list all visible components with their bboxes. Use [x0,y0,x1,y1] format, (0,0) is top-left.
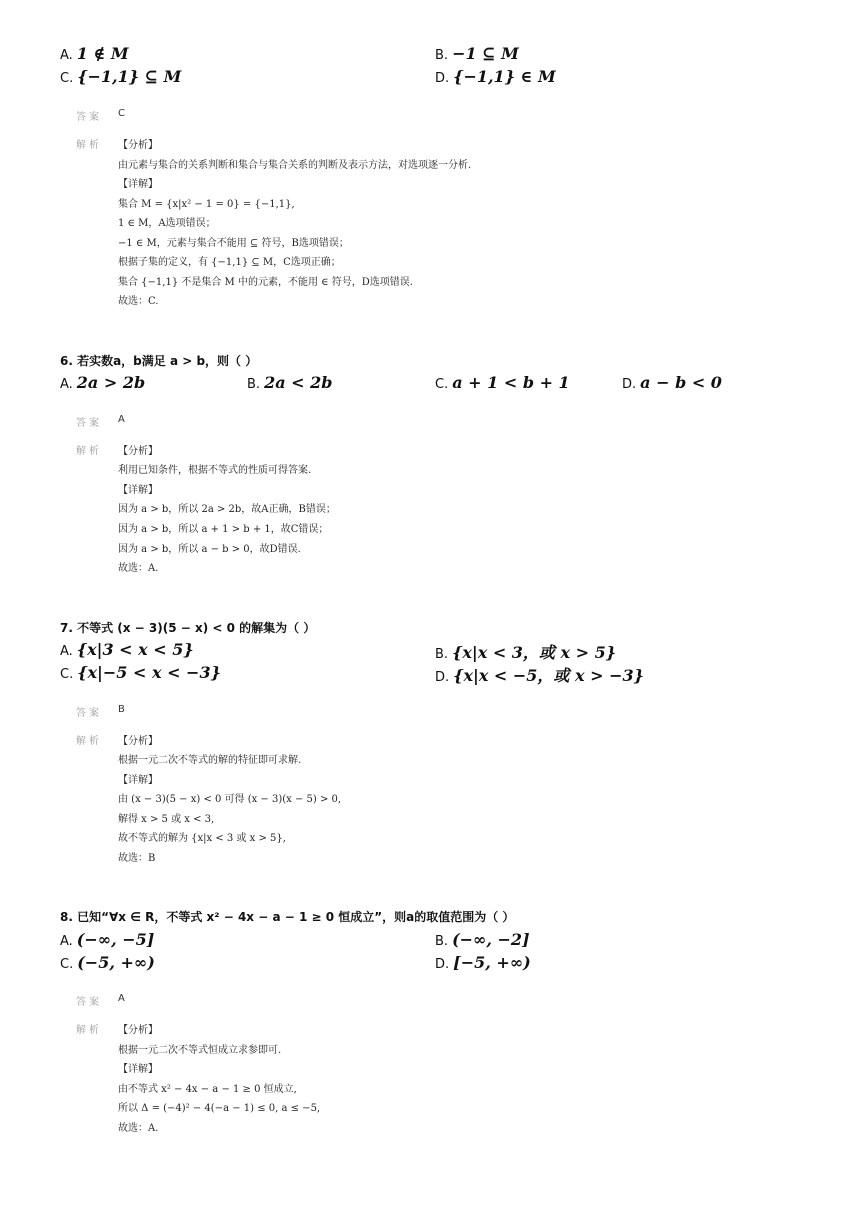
q5-option-c [60,67,181,86]
option-text: a − b < 0 [640,373,722,392]
analysis-line: 由元素与集合的关系判断和集合与集合关系的判断及表示方法，对选项逐一分析. [118,160,472,171]
analysis-line: 故选：C. [118,296,159,307]
option-letter: C. [60,957,74,972]
analysis-line: 故选：B [118,853,156,864]
option-text: 2a < 2b [264,373,333,392]
answer-tag: 答案 [76,997,102,1008]
analysis-line: 因为 a > b，所以 a − b > 0，故D错误. [118,544,301,555]
option-text: {−1,1} ⊆ M [77,67,182,86]
option-text: a + 1 < b + 1 [452,373,570,392]
q5-option-b [435,44,519,63]
option-letter: D. [622,377,637,392]
option-text: {x|x < 3，或 x > 5} [452,643,617,662]
option-letter: A. [60,48,73,63]
analysis-line: 【详解】 [118,179,158,190]
analysis-line: 因为 a > b，所以 2a > 2b，故A正确，B错误； [118,504,336,515]
option-letter: A. [60,377,73,392]
option-letter: C. [60,667,74,682]
analysis-tag: 解析 [76,140,102,151]
q8-option-b [435,930,530,949]
option-text: (−∞, −5] [76,930,155,949]
analysis-line: 集合 M = {x|x² − 1 = 0} = {−1,1}, [118,199,295,210]
q7-option-b [435,640,616,663]
analysis-line: 【分析】 [118,140,158,151]
q6-stem: 6. 若实数a，b满足 a > b，则（ ） [60,354,258,368]
analysis-tag: 解析 [76,736,102,747]
analysis-line: 【分析】 [118,1025,158,1036]
option-letter: B. [435,48,449,63]
option-text: (−5, +∞) [77,953,155,972]
option-letter: B. [435,647,449,662]
option-text: −1 ⊆ M [452,44,519,63]
analysis-line: 因为 a > b，所以 a + 1 > b + 1，故C错误； [118,524,329,535]
answer-tag: 答案 [76,708,102,719]
answer-value: A [118,414,125,425]
option-letter: B. [247,377,261,392]
q8-option-c [60,953,155,972]
analysis-line: 1 ∈ M，A选项错误； [118,218,216,229]
q8-option-a [60,930,154,949]
analysis-line: 故选：A. [118,1123,159,1134]
answer-tag: 答案 [76,418,102,429]
analysis-line: 【详解】 [118,485,158,496]
option-letter: C. [60,71,74,86]
analysis-line: 故不等式的解为 {x|x < 3 或 x > 5}, [118,833,286,844]
analysis-line: −1 ∈ M，元素与集合不能用 ⊆ 符号，B选项错误； [118,238,349,249]
analysis-line: 解得 x > 5 或 x < 3, [118,814,215,825]
analysis-line: 【详解】 [118,1064,158,1075]
option-letter: A. [60,934,73,949]
q6-option-a [60,373,145,392]
option-letter: B. [435,934,449,949]
option-text: 1 ∉ M [76,44,129,63]
analysis-line: 【分析】 [118,446,158,457]
analysis-line: 所以 Δ = (−4)² − 4(−a − 1) ≤ 0, a ≤ −5, [118,1103,321,1114]
option-text: {x|−5 < x < −3} [77,663,221,682]
option-letter: C. [435,377,449,392]
analysis-line: 【分析】 [118,736,158,747]
analysis-line: 根据子集的定义，有 {−1,1} ⊆ M，C选项正确； [118,257,341,268]
option-text: {x|x < −5，或 x > −3} [453,666,644,685]
option-letter: A. [60,644,73,659]
option-text: {−1,1} ∈ M [453,67,556,86]
analysis-line: 根据一元二次不等式恒成立求参即可. [118,1045,282,1056]
q7-option-d [435,663,644,686]
option-text: 2a > 2b [76,373,146,392]
answer-value: A [118,993,125,1004]
q6-option-b [247,373,332,392]
q6-option-c [435,373,570,392]
analysis-tag: 解析 [76,446,102,457]
q7-option-a [60,640,194,659]
option-letter: D. [435,957,450,972]
answer-tag: 答案 [76,112,102,123]
analysis-line: 利用已知条件，根据不等式的性质可得答案. [118,465,312,476]
option-letter: D. [435,670,450,685]
analysis-line: 由不等式 x² − 4x − a − 1 ≥ 0 恒成立, [118,1084,297,1095]
analysis-line: 【详解】 [118,775,158,786]
option-text: {x|3 < x < 5} [76,640,194,659]
analysis-tag: 解析 [76,1025,102,1036]
q8-option-d [435,953,531,972]
option-text: [−5, +∞) [453,953,531,972]
analysis-line: 集合 {−1,1} 不是集合 M 中的元素，不能用 ∈ 符号，D选项错误. [118,277,413,288]
q7-stem: 7. 不等式 (x − 3)(5 − x) < 0 的解集为（ ） [60,621,316,635]
analysis-line: 故选：A. [118,563,159,574]
q5-option-d [435,67,556,86]
analysis-line: 根据一元二次不等式的解的特征即可求解. [118,755,302,766]
q7-option-c [60,663,221,682]
analysis-line: 由 (x − 3)(5 − x) < 0 可得 (x − 3)(x − 5) > 0, [118,794,342,805]
q5-option-a [60,44,129,63]
answer-value: B [118,704,125,715]
option-text: (−∞, −2] [452,930,530,949]
q8-stem: 8. 已知“∀x ∈ R，不等式 x² − 4x − a − 1 ≥ 0 恒成立”，则a的取值范围为（ ） [60,910,515,924]
option-letter: D. [435,71,450,86]
answer-value: C [118,108,125,119]
q6-option-d [622,373,722,392]
